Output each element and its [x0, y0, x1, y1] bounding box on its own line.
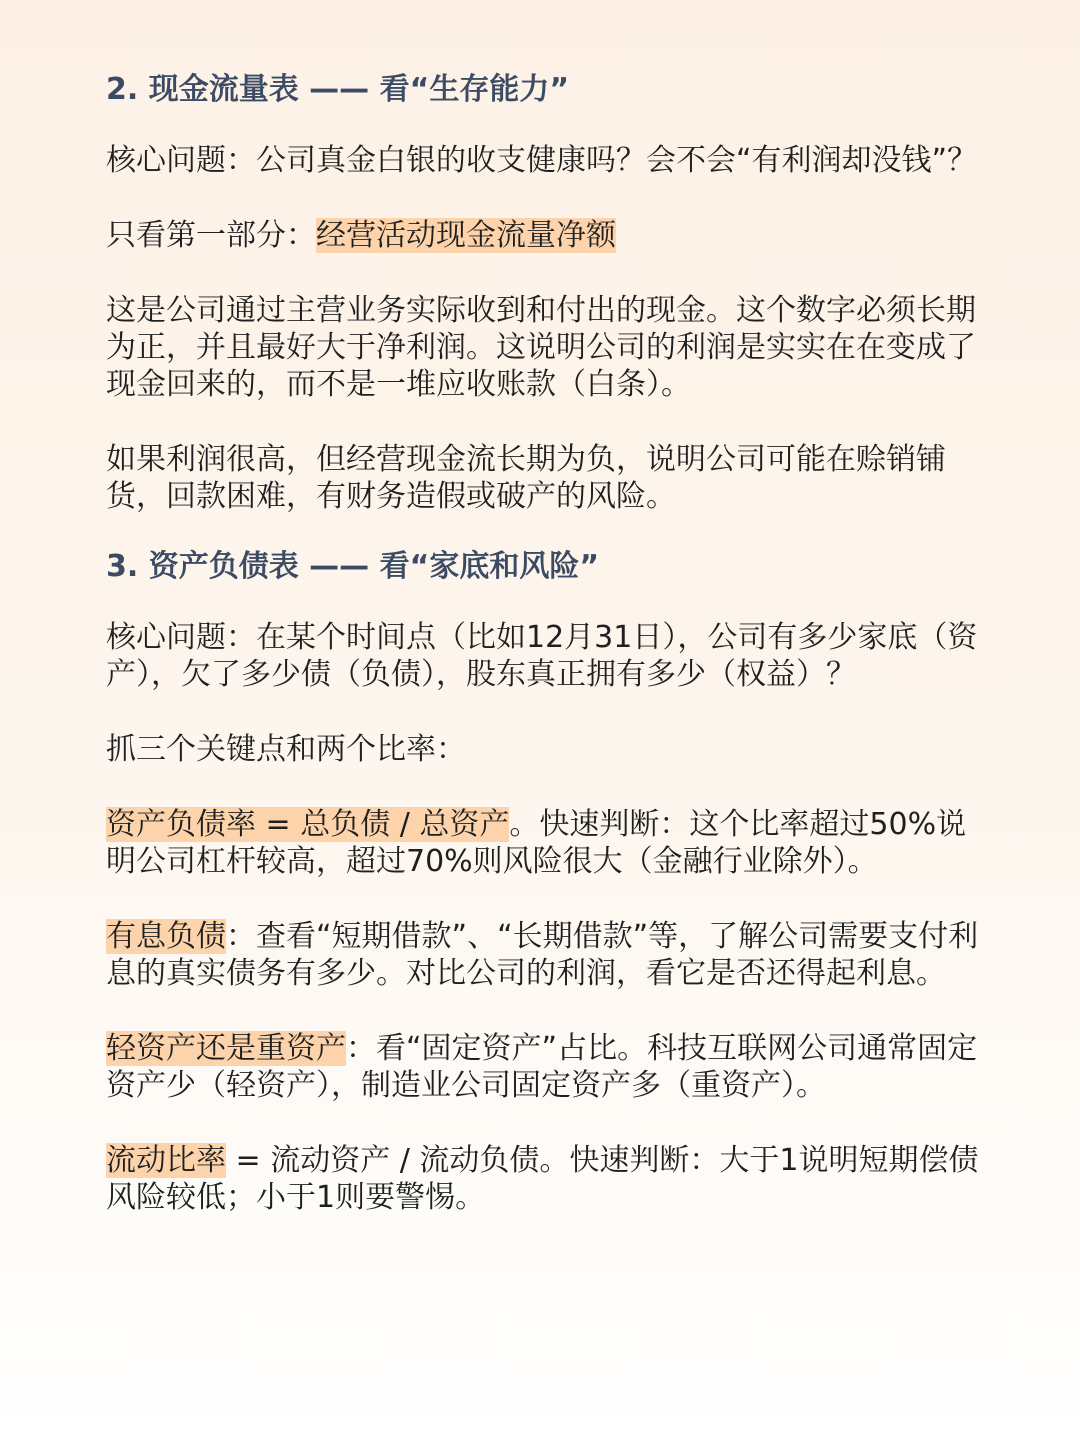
key-point-highlight: 轻资产还是重资产 [106, 1031, 346, 1066]
key-point-interest-debt [106, 918, 986, 992]
key-point-text: 。快速判断：这个比率超过50%说明公司杠杆较高，超过70%则风险很大（金融行业除外）。 [106, 807, 967, 879]
cash-flow-focus-prefix: 只看第一部分： [106, 218, 316, 253]
key-point-highlight: 有息负债 [106, 919, 226, 954]
key-point-text: = 流动资产 / 流动负债。快速判断：大于1说明短期偿债风险较低；小于1则要警惕。 [106, 1143, 979, 1215]
cash-flow-focus [106, 217, 986, 254]
key-point-asset-type [106, 1030, 986, 1104]
cash-flow-paragraph: 这是公司通过主营业务实际收到和付出的现金。这个数字必须长期为正，并且最好大于净利润。这说明公司的利润是实实在在变成了现金回来的，而不是一堆应收账款（白条）。 [106, 293, 976, 402]
article-content [106, 68, 986, 1216]
cash-flow-core-question: 核心问题：公司真金白银的收支健康吗？会不会“有利润却没钱”？ [106, 143, 978, 178]
key-point-debt-ratio [106, 806, 986, 880]
cash-flow-focus-highlight: 经营活动现金流量净额 [316, 218, 616, 253]
key-point-current-ratio [106, 1142, 986, 1216]
section-heading-balance-sheet: 3. 资产负债表 —— 看“家底和风险” [106, 549, 600, 584]
cash-flow-paragraph: 如果利润很高，但经营现金流长期为负，说明公司可能在赊销铺货，回款困难，有财务造假或破产的风险。 [106, 442, 946, 514]
key-point-highlight: 资产负债率 = 总负债 / 总资产 [106, 807, 510, 842]
section-heading-cash-flow: 2. 现金流量表 —— 看“生存能力” [106, 72, 570, 107]
key-point-text: ：看“固定资产”占比。科技互联网公司通常固定资产少（轻资产），制造业公司固定资产多（重资产）。 [106, 1031, 978, 1103]
balance-sheet-intro: 抓三个关键点和两个比率： [106, 732, 466, 767]
balance-sheet-core-question: 核心问题：在某个时间点（比如12月31日），公司有多少家底（资产），欠了多少债（负债），股东真正拥有多少（权益）？ [106, 620, 978, 692]
key-point-highlight: 流动比率 [106, 1143, 226, 1178]
key-point-text: ：查看“短期借款”、“长期借款”等，了解公司需要支付利息的真实债务有多少。对比公司的利润，看它是否还得起利息。 [106, 919, 979, 991]
